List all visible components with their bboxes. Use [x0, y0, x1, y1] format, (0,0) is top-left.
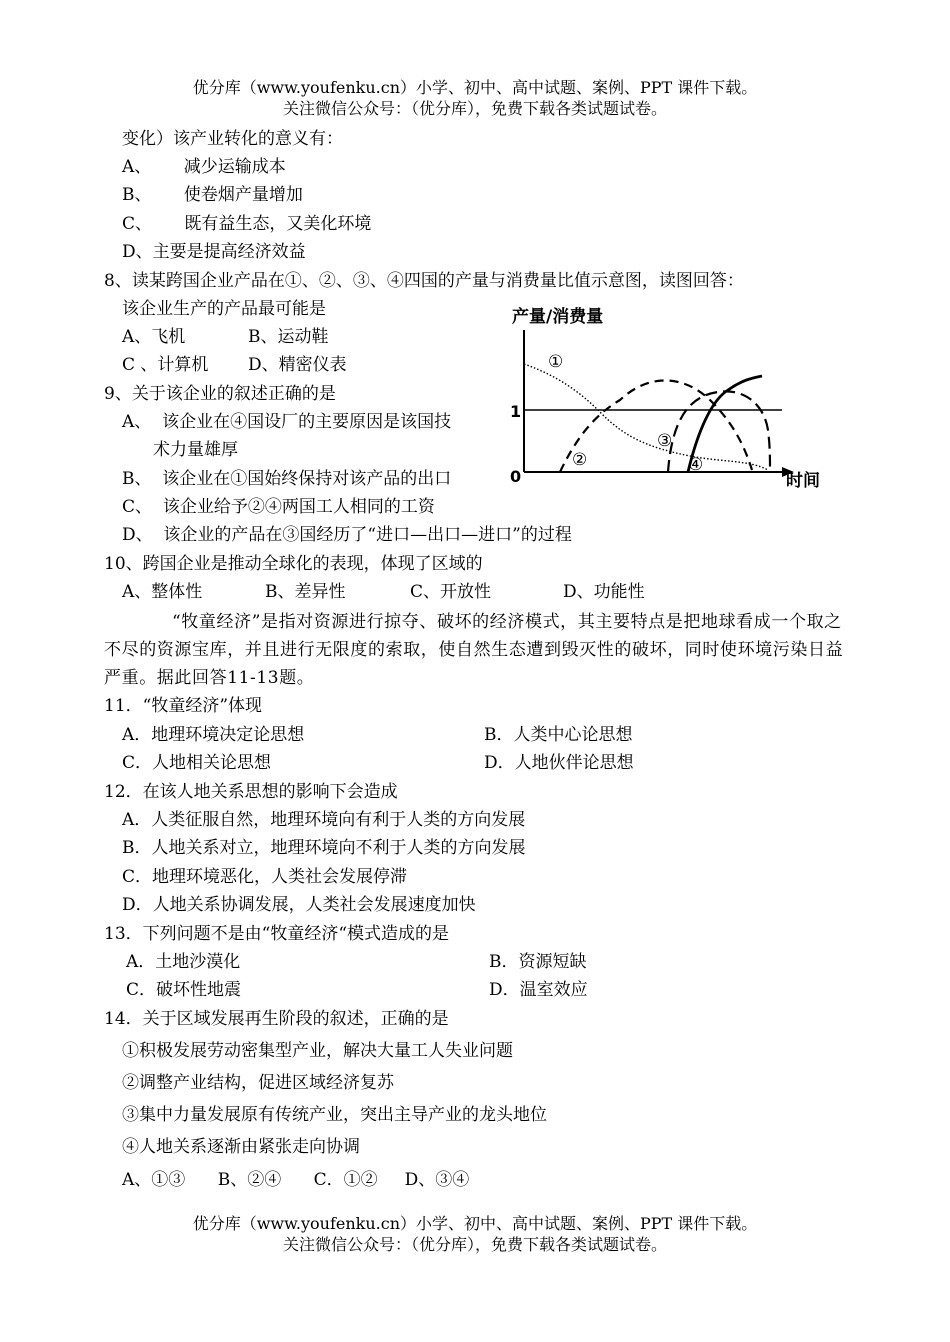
q11-option-b: B．人类中心论思想: [484, 725, 633, 745]
q10-option-c: C、开放性: [410, 582, 492, 602]
passage-text: “牧童经济”是指对资源进行掠夺、破坏的经济模式，其主要特点是把地球看成一个取之不尽的资源宝库，并且进行无限度的索取，使自然生态遭到毁灭性的破坏，同时使环境污染日益严重。据此回答11-13题。: [104, 612, 844, 688]
q9-option-a-line2: 术力量雄厚: [153, 440, 238, 460]
chart-y-tick-0: 0: [510, 467, 522, 486]
q13-option-c: C．破坏性地震: [126, 980, 242, 1000]
q14-item-2: ②调整产业结构，促进区域经济复苏: [122, 1073, 394, 1093]
q14-item-1: ①积极发展劳动密集型产业，解决大量工人失业问题: [122, 1041, 513, 1061]
q11-stem: 11．“牧童经济”体现: [104, 696, 263, 716]
q10-option-d: D、功能性: [563, 582, 645, 602]
q9-option-c: C、 该企业给予②④两国工人相同的工资: [122, 497, 435, 517]
q8-option-a: A、飞机: [122, 327, 186, 347]
q12-stem: 12．在该人地关系思想的影响下会造成: [104, 782, 398, 802]
q14-item-4: ④人地关系逐渐由紧张走向协调: [122, 1137, 360, 1157]
q8-stem: 8、读某跨国企业产品在①、②、③、④四国的产量与消费量比值示意图，读图回答：: [104, 271, 744, 291]
q8-option-d: D、精密仪表: [248, 355, 347, 375]
q8-option-b: B、运动鞋: [248, 327, 329, 347]
q11-option-a: A．地理环境决定论思想: [122, 725, 305, 745]
chart-series-2-marker: ②: [572, 450, 588, 470]
q10-option-b: B、差异性: [265, 582, 346, 602]
q11-option-c: C．人地相关论思想: [122, 753, 272, 773]
chart-series-1-curve: [524, 364, 768, 470]
q12-option-d: D．人地关系协调发展，人类社会发展速度加快: [122, 895, 476, 915]
q7-option-c: C、 既有益生态，又美化环境: [122, 214, 372, 234]
q7-option-b: B、 使卷烟产量增加: [122, 185, 303, 205]
q14-answer-options: A、①③ B、②④ C．①② D、③④: [122, 1170, 470, 1190]
q12-option-a: A．人类征服自然，地理环境向有利于人类的方向发展: [122, 810, 526, 830]
q7-stem-tail: 变化）该产业转化的意义有：: [122, 129, 343, 149]
header-line-1: 优分库（www.youfenku.cn）小学、初中、高中试题、案例、PPT 课件下载。: [192, 78, 758, 97]
chart-y-axis-label: 产量/消费量: [512, 307, 604, 327]
q13-option-b: B．资源短缺: [489, 952, 587, 972]
chart-x-axis-label: 时间: [786, 471, 820, 491]
q10-option-a: A、整体性: [122, 582, 203, 602]
q7-option-a: A、 减少运输成本: [122, 157, 286, 177]
chart-series-1-marker: ①: [548, 352, 564, 372]
chart-series-3-marker: ③: [657, 431, 673, 451]
q9-option-b: B、 该企业在①国始终保持对该产品的出口: [122, 469, 452, 489]
chart-series-4-marker: ④: [688, 455, 704, 475]
q10-stem: 10、跨国企业是推动全球化的表现，体现了区域的: [104, 554, 483, 574]
q7-option-d: D、主要是提高经济效益: [122, 242, 306, 262]
q14-item-3: ③集中力量发展原有传统产业，突出主导产业的龙头地位: [122, 1105, 547, 1125]
q14-stem: 14．关于区域发展再生阶段的叙述，正确的是: [104, 1009, 449, 1029]
q13-option-d: D．温室效应: [489, 980, 588, 1000]
q8-option-c: C 、计算机: [122, 355, 209, 375]
q9-option-d: D、 该企业的产品在③国经历了“进口—出口—进口”的过程: [122, 525, 572, 545]
footer-line-2: 关注微信公众号：（优分库），免费下载各类试题试卷。: [282, 1235, 667, 1254]
production-consumption-ratio-chart: [500, 300, 840, 500]
header-line-2: 关注微信公众号：（优分库），免费下载各类试题试卷。: [282, 99, 667, 118]
chart-y-tick-1: 1: [510, 402, 522, 421]
q12-option-b: B．人地关系对立，地理环境向不利于人类的方向发展: [122, 838, 526, 858]
q13-option-a: A．土地沙漠化: [126, 952, 241, 972]
q9-option-a-line1: A、 该企业在④国设厂的主要原因是该国技: [122, 412, 452, 432]
q13-stem: 13．下列问题不是由“牧童经济“模式造成的是: [104, 924, 450, 944]
q8-sub: 该企业生产的产品最可能是: [122, 299, 326, 319]
q12-option-c: C．地理环境恶化，人类社会发展停滞: [122, 867, 408, 887]
footer-line-1: 优分库（www.youfenku.cn）小学、初中、高中试题、案例、PPT 课件下载。: [192, 1214, 758, 1233]
q9-stem: 9、关于该企业的叙述正确的是: [104, 384, 336, 404]
q11-option-d: D．人地伙伴论思想: [484, 753, 634, 773]
